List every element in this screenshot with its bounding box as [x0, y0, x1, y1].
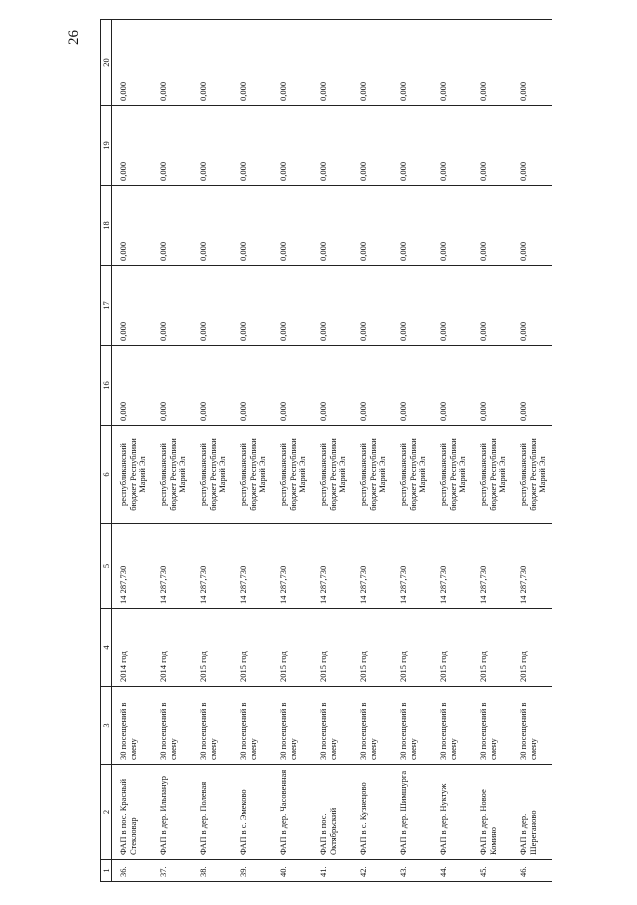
facility-name: ФАП в пос. Октябрьский	[312, 765, 352, 860]
value-18: 0,000	[112, 186, 153, 266]
funding-source: республиканский бюджет Республики Марий Эл	[392, 426, 432, 524]
funding-source: республиканский бюджет Республики Марий Эл	[472, 426, 512, 524]
value-18: 0,000	[312, 186, 352, 266]
facility-name: ФАП в дер. Нуктуж	[432, 765, 472, 860]
cost: 14 287,730	[472, 524, 512, 609]
value-20: 0,000	[472, 20, 512, 106]
year: 2015 год	[432, 609, 472, 687]
value-20: 0,000	[272, 20, 312, 106]
cost: 14 287,730	[272, 524, 312, 609]
value-19: 0,000	[472, 106, 512, 186]
cost: 14 287,730	[192, 524, 232, 609]
facility-name: ФАП в дер. Полевая	[192, 765, 232, 860]
row-number: 40.	[272, 860, 312, 882]
capacity: 30 посещений в смену	[472, 687, 512, 765]
table-row	[192, 20, 232, 882]
funding-source: республиканский бюджет Республики Марий Эл	[152, 426, 192, 524]
col-header: 3	[101, 687, 112, 765]
value-18: 0,000	[232, 186, 272, 266]
year: 2014 год	[152, 609, 192, 687]
year: 2015 год	[352, 609, 392, 687]
capacity: 30 посещений в смену	[152, 687, 192, 765]
value-19: 0,000	[232, 106, 272, 186]
row-number: 39.	[232, 860, 272, 882]
value-19: 0,000	[392, 106, 432, 186]
cost: 14 287,730	[152, 524, 192, 609]
col-header: 6	[101, 426, 112, 524]
value-16: 0,000	[392, 346, 432, 426]
rotated-table-container	[100, 20, 635, 882]
year: 2015 год	[312, 609, 352, 687]
funding-source: республиканский бюджет Республики Марий Эл	[272, 426, 312, 524]
row-number: 38.	[192, 860, 232, 882]
funding-source: республиканский бюджет Республики Марий Эл	[512, 426, 552, 524]
capacity: 30 посещений в смену	[312, 687, 352, 765]
table-row	[152, 20, 192, 882]
table-row	[472, 20, 512, 882]
table-row	[272, 20, 312, 882]
value-16: 0,000	[192, 346, 232, 426]
value-20: 0,000	[512, 20, 552, 106]
facility-name: ФАП в дер. Ильпанур	[152, 765, 192, 860]
value-19: 0,000	[192, 106, 232, 186]
value-17: 0,000	[152, 266, 192, 346]
value-18: 0,000	[512, 186, 552, 266]
col-header: 16	[101, 346, 112, 426]
col-header: 17	[101, 266, 112, 346]
capacity: 30 посещений в смену	[392, 687, 432, 765]
value-18: 0,000	[352, 186, 392, 266]
capacity: 30 посещений в смену	[272, 687, 312, 765]
col-header: 5	[101, 524, 112, 609]
value-17: 0,000	[272, 266, 312, 346]
col-header: 19	[101, 106, 112, 186]
cost: 14 287,730	[232, 524, 272, 609]
table-row	[512, 20, 552, 882]
funding-source: республиканский бюджет Республики Марий Эл	[232, 426, 272, 524]
facility-name: ФАП в пос. Красный Стекловар	[112, 765, 153, 860]
year: 2015 год	[272, 609, 312, 687]
cost: 14 287,730	[312, 524, 352, 609]
table-row	[112, 20, 153, 882]
value-20: 0,000	[312, 20, 352, 106]
value-16: 0,000	[152, 346, 192, 426]
row-number: 43.	[392, 860, 432, 882]
funding-source: республиканский бюджет Республики Марий Эл	[352, 426, 392, 524]
value-19: 0,000	[152, 106, 192, 186]
value-19: 0,000	[272, 106, 312, 186]
value-16: 0,000	[432, 346, 472, 426]
facility-name: ФАП в дер. Новое Комино	[472, 765, 512, 860]
value-19: 0,000	[112, 106, 153, 186]
value-17: 0,000	[112, 266, 153, 346]
capacity: 30 посещений в смену	[352, 687, 392, 765]
col-header: 18	[101, 186, 112, 266]
year: 2015 год	[512, 609, 552, 687]
year: 2015 год	[392, 609, 432, 687]
capacity: 30 посещений в смену	[432, 687, 472, 765]
value-20: 0,000	[392, 20, 432, 106]
cost: 14 287,730	[432, 524, 472, 609]
value-20: 0,000	[152, 20, 192, 106]
value-16: 0,000	[272, 346, 312, 426]
value-18: 0,000	[152, 186, 192, 266]
row-number: 44.	[432, 860, 472, 882]
value-17: 0,000	[232, 266, 272, 346]
capacity: 30 посещений в смену	[192, 687, 232, 765]
value-19: 0,000	[312, 106, 352, 186]
facility-name: ФАП в с. Кузнецово	[352, 765, 392, 860]
value-19: 0,000	[352, 106, 392, 186]
value-17: 0,000	[352, 266, 392, 346]
col-header: 4	[101, 609, 112, 687]
value-17: 0,000	[432, 266, 472, 346]
col-header: 20	[101, 20, 112, 106]
row-number: 46.	[512, 860, 552, 882]
value-20: 0,000	[232, 20, 272, 106]
year: 2015 год	[232, 609, 272, 687]
table-row	[352, 20, 392, 882]
cost: 14 287,730	[392, 524, 432, 609]
table-row	[312, 20, 352, 882]
value-16: 0,000	[512, 346, 552, 426]
funding-source: республиканский бюджет Республики Марий Эл	[112, 426, 153, 524]
value-19: 0,000	[432, 106, 472, 186]
value-18: 0,000	[192, 186, 232, 266]
facility-name: ФАП в дер. Шимшурга	[392, 765, 432, 860]
table-row	[432, 20, 472, 882]
year: 2015 год	[192, 609, 232, 687]
capacity: 30 посещений в смену	[232, 687, 272, 765]
value-18: 0,000	[392, 186, 432, 266]
funding-source: республиканский бюджет Республики Марий Эл	[312, 426, 352, 524]
facility-name: ФАП в дер. Часовенная	[272, 765, 312, 860]
capacity: 30 посещений в смену	[112, 687, 153, 765]
value-20: 0,000	[432, 20, 472, 106]
value-20: 0,000	[112, 20, 153, 106]
value-18: 0,000	[272, 186, 312, 266]
value-16: 0,000	[472, 346, 512, 426]
value-16: 0,000	[232, 346, 272, 426]
row-number: 41.	[312, 860, 352, 882]
table-row	[232, 20, 272, 882]
value-16: 0,000	[312, 346, 352, 426]
value-16: 0,000	[112, 346, 153, 426]
value-19: 0,000	[512, 106, 552, 186]
value-16: 0,000	[352, 346, 392, 426]
facility-name: ФАП в с. Эмеково	[232, 765, 272, 860]
year: 2014 год	[112, 609, 153, 687]
col-header: 2	[101, 765, 112, 860]
cost: 14 287,730	[112, 524, 153, 609]
page-number: 26	[66, 30, 82, 45]
value-20: 0,000	[192, 20, 232, 106]
header-row	[101, 20, 112, 882]
value-18: 0,000	[472, 186, 512, 266]
value-18: 0,000	[432, 186, 472, 266]
value-17: 0,000	[192, 266, 232, 346]
funding-source: республиканский бюджет Республики Марий Эл	[192, 426, 232, 524]
value-17: 0,000	[312, 266, 352, 346]
row-number: 45.	[472, 860, 512, 882]
funding-source: республиканский бюджет Республики Марий Эл	[432, 426, 472, 524]
facilities-table	[100, 19, 552, 882]
row-number: 37.	[152, 860, 192, 882]
value-17: 0,000	[472, 266, 512, 346]
row-number: 42.	[352, 860, 392, 882]
cost: 14 287,730	[352, 524, 392, 609]
value-17: 0,000	[392, 266, 432, 346]
row-number: 36.	[112, 860, 153, 882]
capacity: 30 посещений в смену	[512, 687, 552, 765]
value-17: 0,000	[512, 266, 552, 346]
cost: 14 287,730	[512, 524, 552, 609]
col-header: 1	[101, 860, 112, 882]
year: 2015 год	[472, 609, 512, 687]
facility-name: ФАП в дер. Шереганово	[512, 765, 552, 860]
value-20: 0,000	[352, 20, 392, 106]
table-row	[392, 20, 432, 882]
